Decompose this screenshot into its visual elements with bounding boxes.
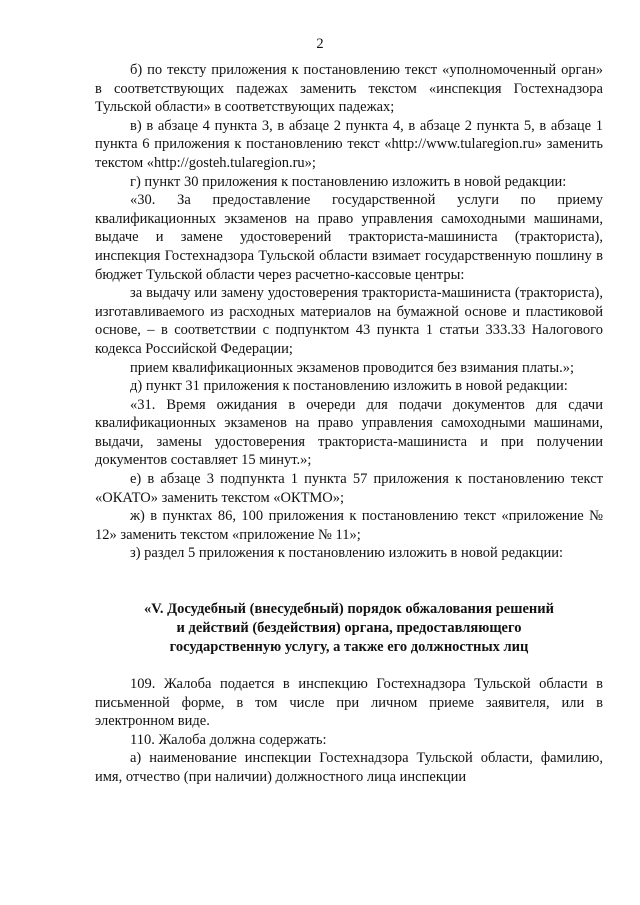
paragraph-d: д) пункт 31 приложения к постановлению изложить в новой редакции: <box>130 378 568 395</box>
page-number: 2 <box>316 36 324 52</box>
paragraph-zh: ж) в пунктах 86, 100 приложения к постановлению текст «приложение № 12» заменить текстом «приложение № 11»; <box>95 508 603 543</box>
paragraph-b: б) по тексту приложения к постановлению текст «уполномоченный орган» в соответствующих падежах заменить текстом «инспекция Гостехнадзора Тульской области» в соответствующих падежах; <box>95 62 603 116</box>
paragraph-item-30-free: прием квалификационных экзаменов проводится без взимания платы.»; <box>130 359 574 376</box>
paragraph-item-30: «30. За предоставление государственной услуги по приему квалификационных экзаменов на право управления самоходными машинами, выдаче и замене удостоверений тракториста-машиниста (тракториста), инспекция Гостехнадзора Тульской области взимает государственную пошлину в бюджет Тульской области через расчетно-кассовые центры: <box>95 192 603 283</box>
paragraph-110: 110. Жалоба должна содержать: <box>130 731 327 748</box>
paragraph-109: 109. Жалоба подается в инспекцию Гостехнадзора Тульской области в письменной форме, в том числе при личном приеме заявителя, или в электронном виде. <box>95 676 603 730</box>
paragraph-z: з) раздел 5 приложения к постановлению изложить в новой редакции: <box>130 545 564 562</box>
section-heading-line: и действий (бездействия) органа, предоставляющего <box>176 620 522 637</box>
paragraph-item-30-fee: за выдачу или замену удостоверения тракториста-машиниста (тракториста), изготавливаемого из расходных материалов на бумажной основе и пластиковой основе, – в соответствии с подпунктом 43 пункта 1 статьи 333.33 Налогового кодекса Российской Федерации; <box>95 285 603 357</box>
paragraph-g: г) пункт 30 приложения к постановлению изложить в новой редакции: <box>130 173 567 190</box>
document-body <box>95 61 603 787</box>
section-heading-line: государственную услугу, а также его должностных лиц <box>169 639 529 656</box>
section-heading-line: «V. Досудебный (внесудебный) порядок обжалования решений <box>144 601 554 618</box>
section-heading <box>95 600 603 657</box>
paragraph-v: в) в абзаце 4 пункта 3, в абзаце 2 пункта 4, в абзаце 2 пункта 5, в абзаце 1 пункта 6 приложения к постановлению текст «http://www.tularegion.ru» заменить текстом «http://gosteh.tularegion.ru»; <box>95 117 603 171</box>
section-spacer <box>95 563 603 600</box>
paragraph-e: е) в абзаце 3 подпункта 1 пункта 57 приложения к постановлению текст «ОКАТО» заменить текстом «ОКТМО»; <box>95 471 603 506</box>
paragraph-110-a: а) наименование инспекции Гостехнадзора Тульской области, фамилию, имя, отчество (при наличии) должностного лица инспекции <box>95 750 603 785</box>
paragraph-item-31: «31. Время ожидания в очереди для подачи документов для сдачи квалификационных экзаменов на право управления самоходными машинами, выдачи, замены удостоверения тракториста-машиниста и при получении документов составляет 15 минут.»; <box>95 396 603 469</box>
